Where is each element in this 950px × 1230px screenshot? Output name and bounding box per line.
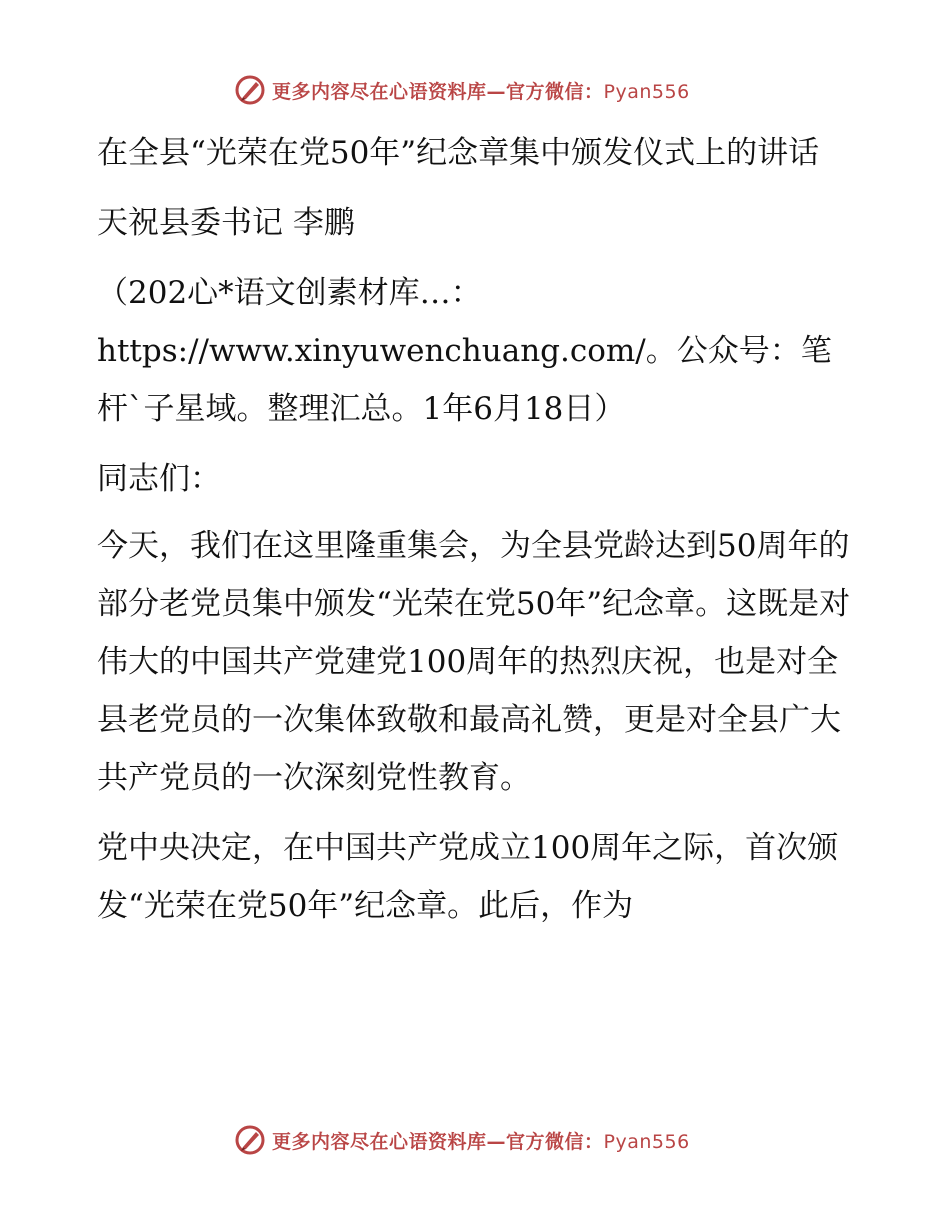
header-banner — [234, 73, 714, 107]
document-title: 在全县“光荣在党50年”纪念章集中颁发仪式上的讲话 — [97, 135, 820, 171]
document-paragraph: 党中央决定，在中国共产党成立100周年之际，首次颁发“光荣在党50年”纪念章。此后，作为 — [97, 830, 839, 924]
banner-text — [272, 77, 690, 104]
footer-banner — [234, 1123, 714, 1157]
banner-account: Pyan556 — [603, 80, 690, 103]
document-paragraph: 今天，我们在这里隆重集会，为全县党龄达到50周年的部分老党员集中颁发“光荣在党50年”纪念章。这既是对伟大的中国共产党建党100周年的热烈庆祝，也是对全县老党员的一次集体致敬和最高礼赞，更是对全县广大共产党员的一次深刻党性教育。 — [97, 528, 851, 796]
banner-label: 更多内容尽在心语资料库—官方微信： — [272, 80, 604, 103]
document-salutation: 同志们： — [97, 461, 221, 497]
banner-label: 更多内容尽在心语资料库—官方微信： — [272, 1130, 604, 1153]
document-author: 天祝县委书记 李鹏 — [97, 205, 355, 241]
pen-circle-icon — [234, 74, 266, 106]
banner-text — [272, 1127, 690, 1154]
pen-circle-icon — [234, 1124, 266, 1156]
banner-account: Pyan556 — [603, 1130, 690, 1153]
document-body — [97, 124, 857, 935]
document-source-note: （202心*语文创素材库…：https://www.xinyuwenchuang.com/。公众号：笔杆`子星域。整理汇总。1年6月18日） — [97, 275, 832, 427]
